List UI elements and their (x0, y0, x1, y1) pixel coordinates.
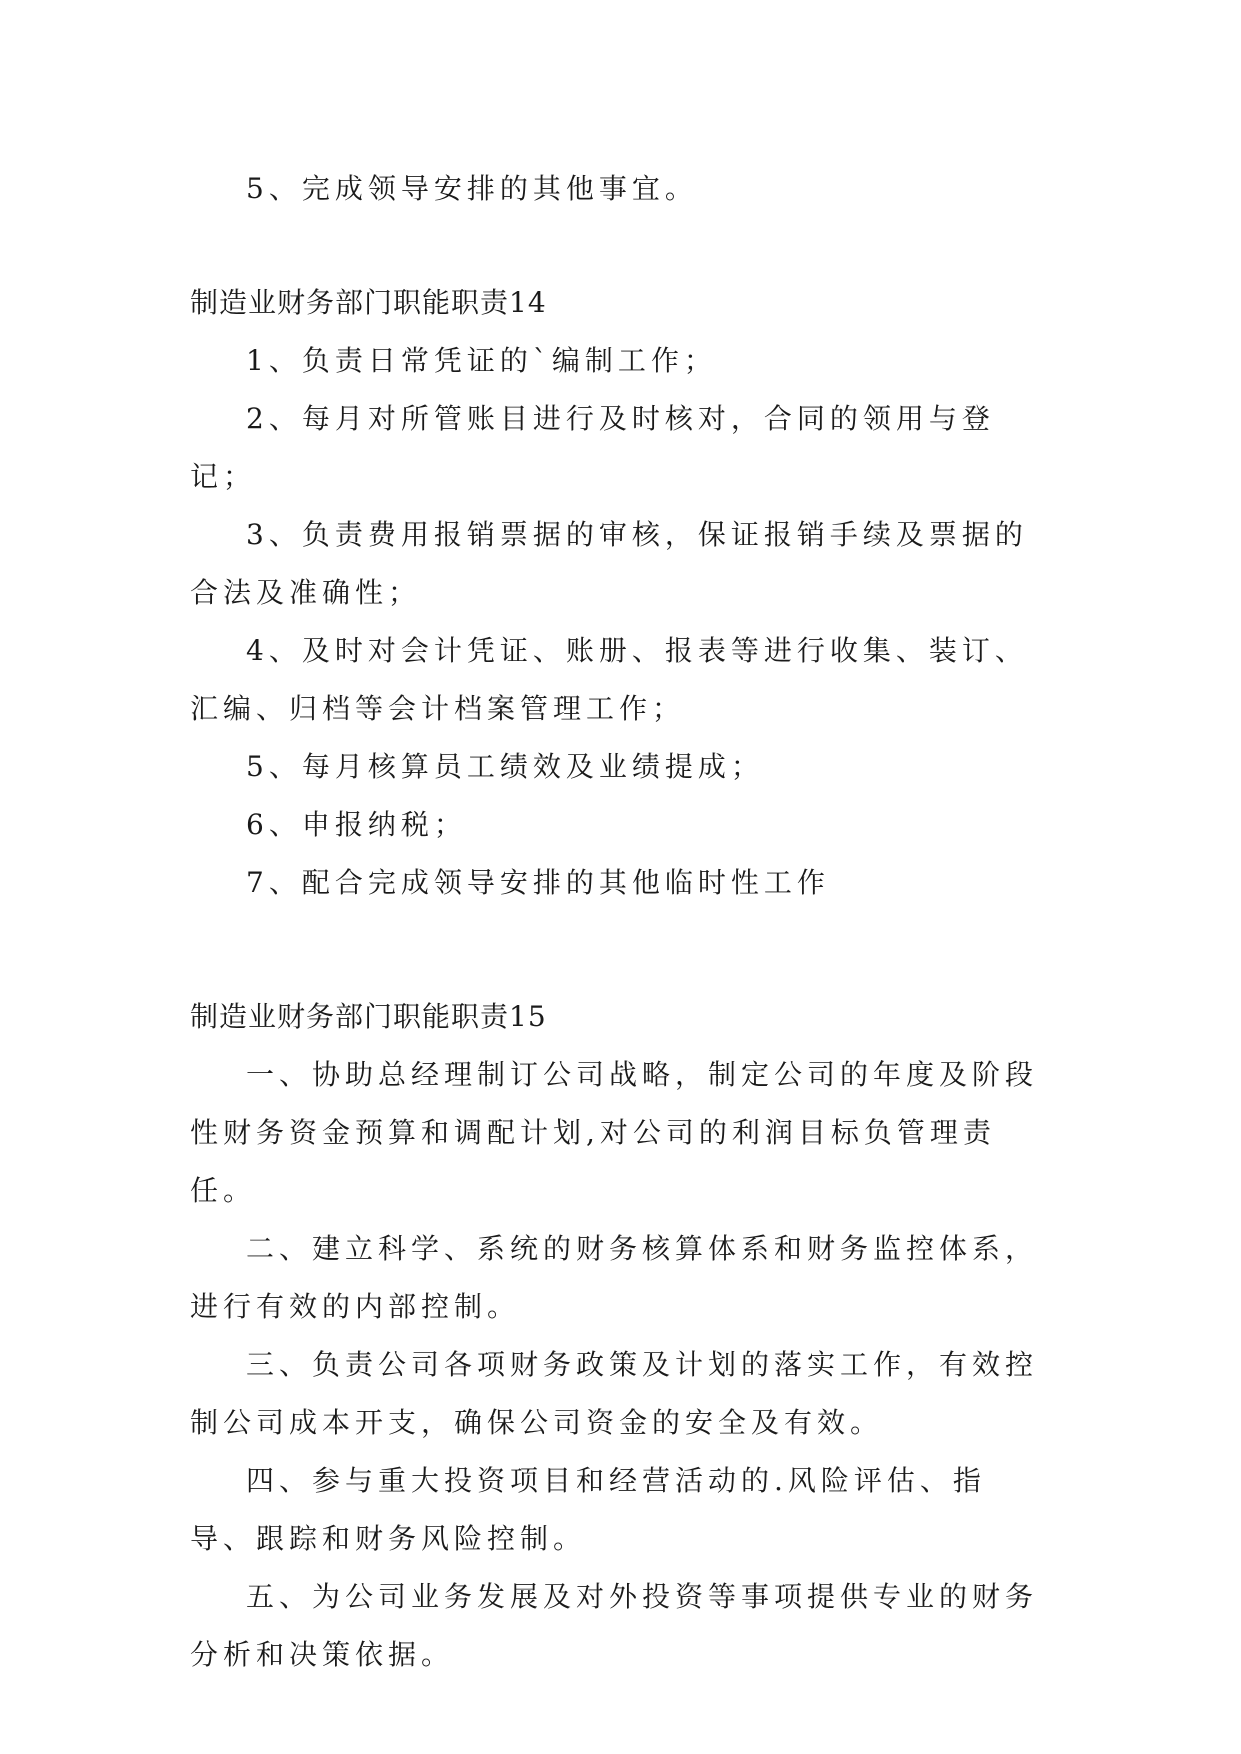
section-14-item-1: 1、负责日常凭证的`编制工作； (246, 344, 717, 377)
section-14-item-7: 7、配合完成领导安排的其他临时性工作 (246, 866, 830, 899)
section-15-heading: 制造业财务部门职能职责15 (190, 1000, 547, 1033)
section-14-item-6: 6、申报纳税； (246, 808, 467, 841)
section-15-item-1: 一、协助总经理制订公司战略，制定公司的年度及阶段性财务资金预算和调配计划,对公司的利润目标负管理责任。 (190, 1058, 1039, 1207)
section-15-item-2: 二、建立科学、系统的财务核算体系和财务监控体系，进行有效的内部控制。 (190, 1232, 1039, 1323)
section-14-item-5: 5、每月核算员工绩效及业绩提成； (246, 750, 764, 783)
intro-item-5: 5、完成领导安排的其他事宜。 (246, 172, 698, 205)
document-body (190, 160, 1050, 1684)
section-15-item-3: 三、负责公司各项财务政策及计划的落实工作，有效控制公司成本开支，确保公司资金的安全及有效。 (190, 1348, 1039, 1439)
section-spacer (190, 912, 1050, 988)
section-14-item-3: 3、负责费用报销票据的审核，保证报销手续及票据的合法及准确性； (190, 518, 1028, 609)
section-15-item-5: 五、为公司业务发展及对外投资等事项提供专业的财务分析和决策依据。 (190, 1580, 1039, 1671)
section-14-item-4: 4、及时对会计凭证、账册、报表等进行收集、装订、汇编、归档等会计档案管理工作； (190, 634, 1028, 725)
section-spacer (190, 218, 1050, 274)
section-14-item-2: 2、每月对所管账目进行及时核对，合同的领用与登记； (190, 402, 995, 493)
section-15-item-4: 四、参与重大投资项目和经营活动的.风险评估、指导、跟踪和财务风险控制。 (190, 1464, 986, 1555)
section-14-heading: 制造业财务部门职能职责14 (190, 286, 547, 319)
